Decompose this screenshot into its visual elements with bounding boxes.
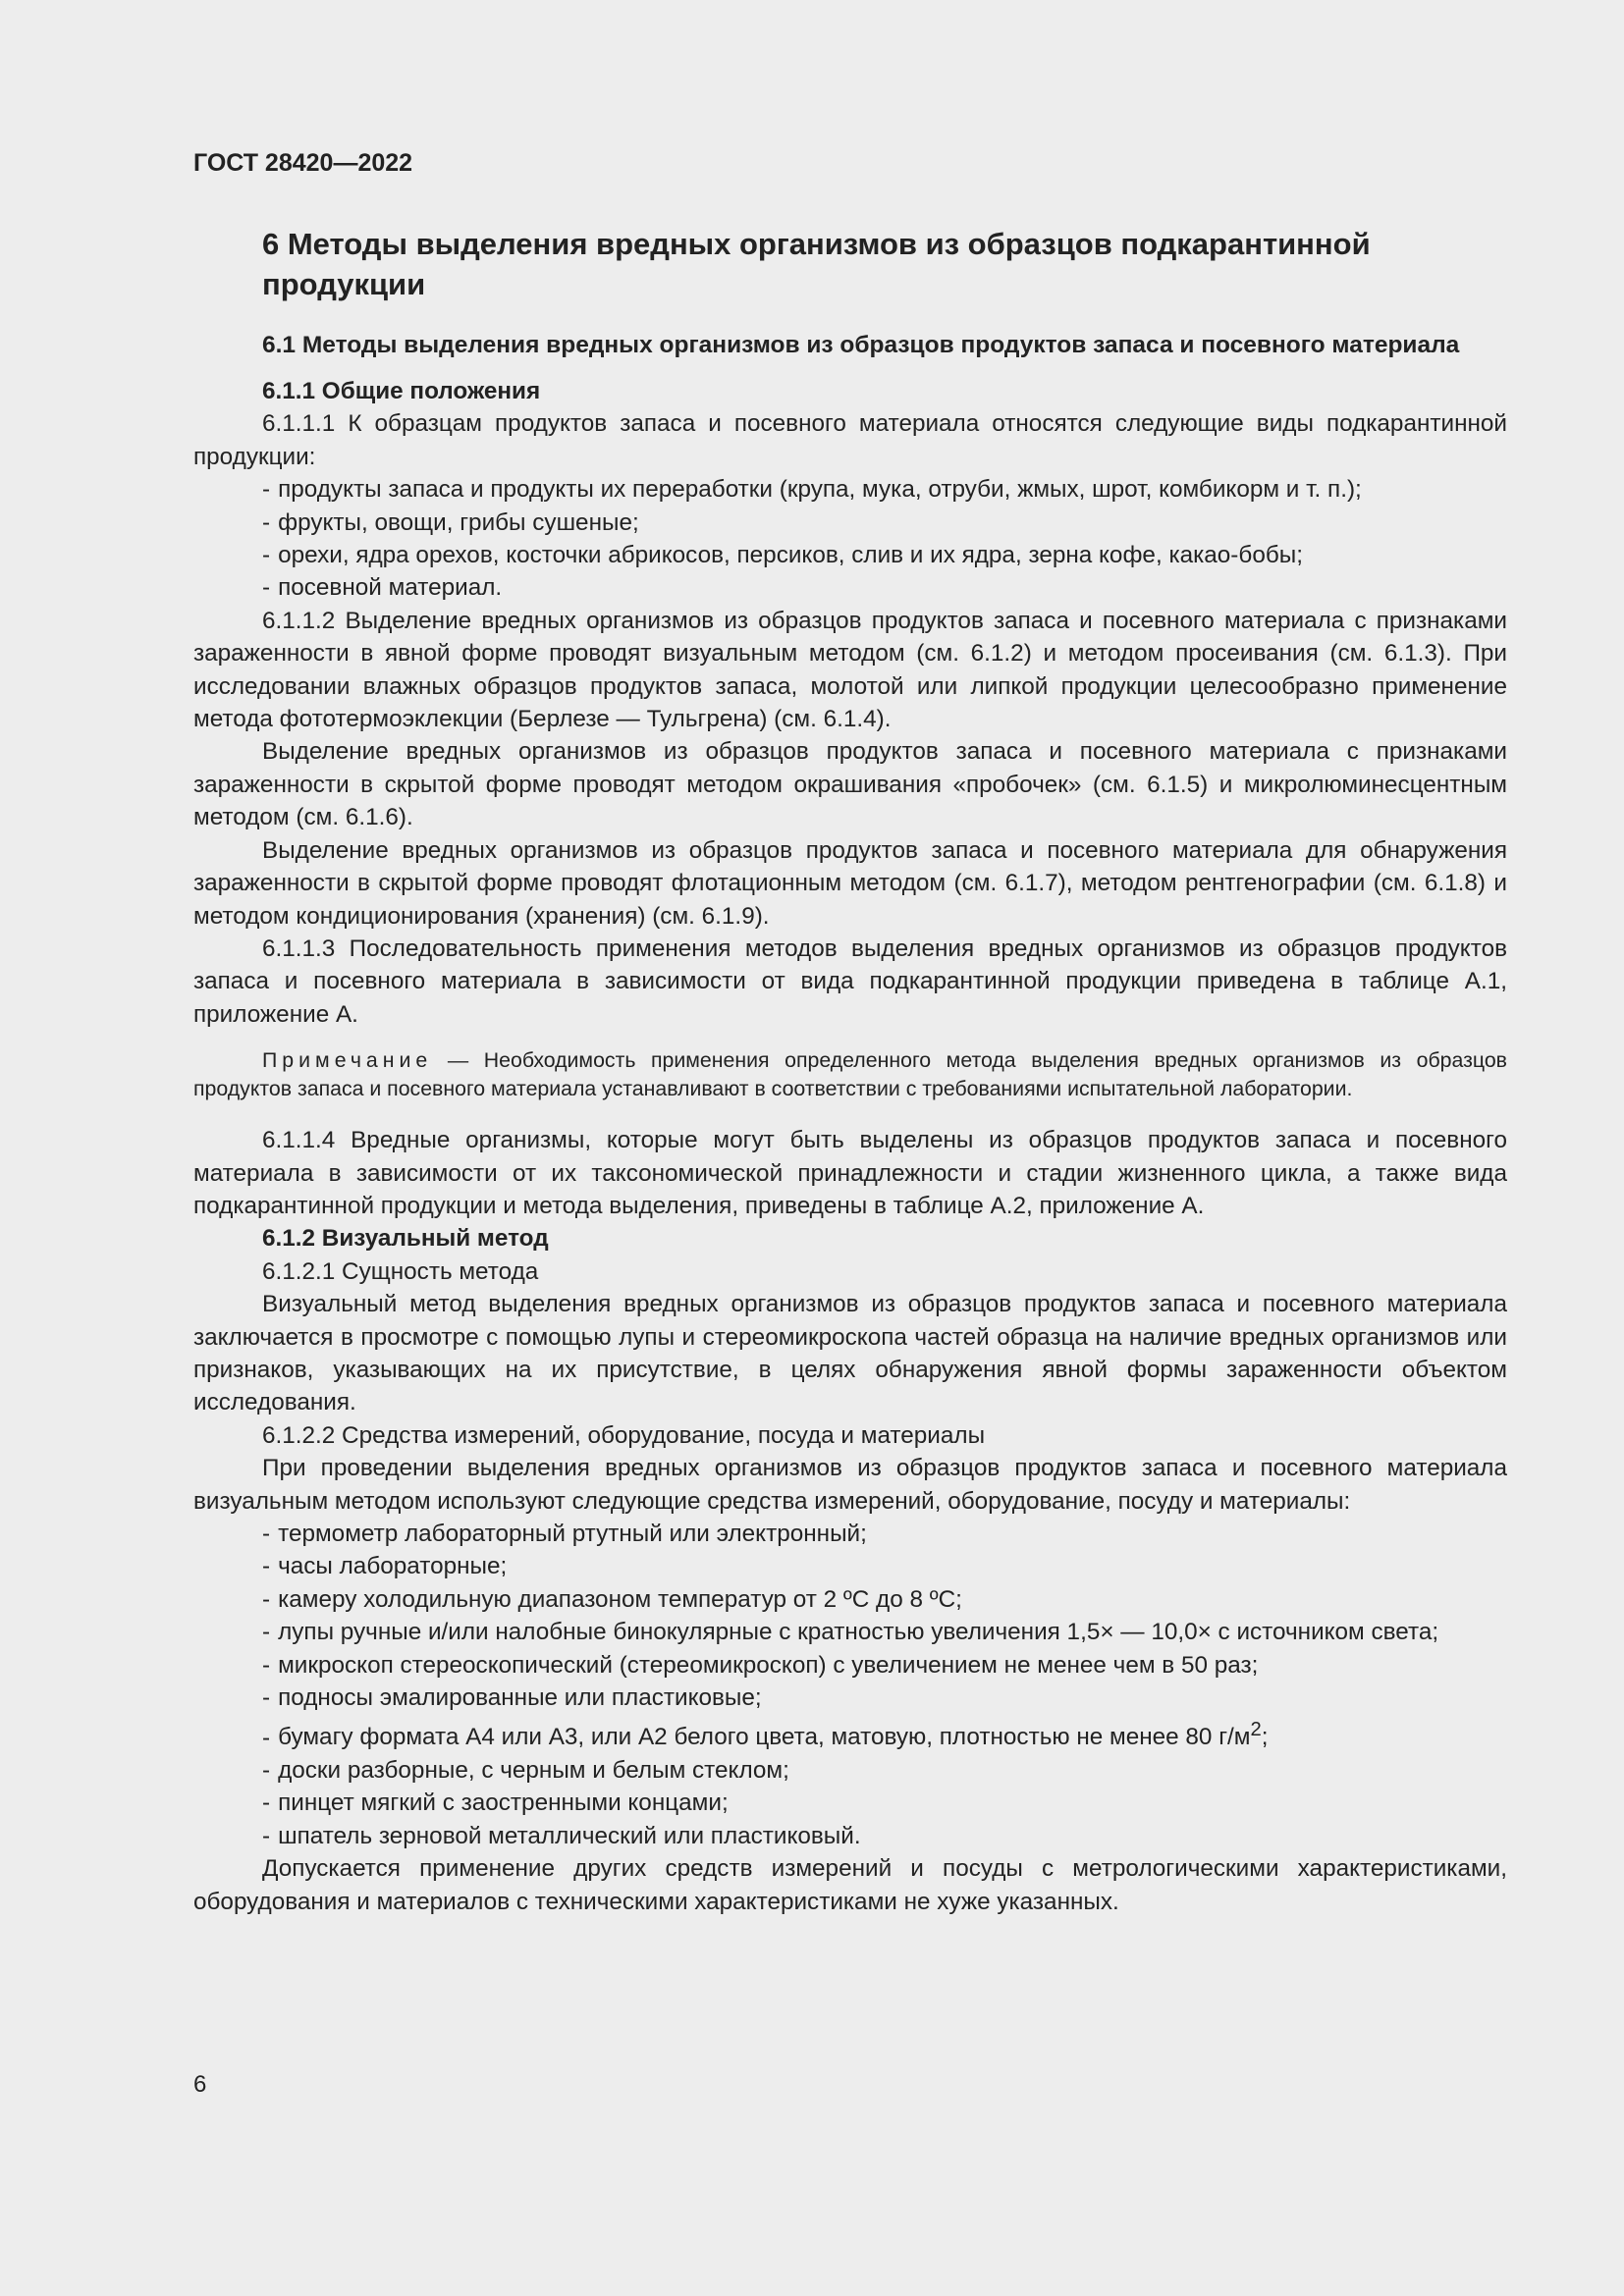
section-6-1-heading: 6.1 Методы выделения вредных организмов из образцов продуктов запаса и посевного материала	[262, 332, 1460, 358]
list-item: - термометр лабораторный ртутный или электронный;	[262, 1521, 867, 1547]
list-item: - лупы ручные и/или налобные бинокулярные с кратностью увеличения 1,5× — 10,0× с источником света;	[262, 1619, 1439, 1646]
list-item: - подносы эмалированные или пластиковые;	[262, 1684, 762, 1712]
paragraph: 6.1.1.2 Выделение вредных организмов из образцов продуктов запаса и посевного материала с признаками зараженности в явной форме проводят визуальным методом (см. 6.1.2) и методом просеивания (см. 6.1.3). При исследовании влажных образцов продуктов запаса, молотой или липкой продукции целесообразно применение метода фототермоэклекции (Берлезе — Тульгрена) (см. 6.1.4).	[193, 607, 1507, 733]
list-item-punctuation: ;	[1261, 1724, 1269, 1751]
list-item-text: термометр лабораторный ртутный или электронный;	[278, 1521, 867, 1547]
paragraph: Выделение вредных организмов из образцов продуктов запаса и посевного материала для обнаружения зараженности в скрытой форме проводят флотационным методом (см. 6.1.7), методом рентгенографии (см. 6.1.8) и методом кондиционирования (хранения) (см. 6.1.9).	[193, 836, 1507, 930]
list-item-text: орехи, ядра орехов, косточки абрикосов, персиков, слив и их ядра, зерна кофе, какао-бобы;	[278, 542, 1303, 569]
document-code: ГОСТ 28420—2022	[193, 149, 413, 177]
note-text: — Необходимость применения определенного метода выделения вредных организмов из образцов продуктов запаса и посевного материала устанавливают в соответствии с требованиями испытательной лаборатории.	[193, 1048, 1507, 1100]
paragraph: При проведении выделения вредных организмов из образцов продуктов запаса и посевного материала визуальным методом используют следующие средства измерений, оборудование, посуду и материалы:	[193, 1455, 1507, 1515]
section-6-1-1-heading: 6.1.1 Общие положения	[262, 378, 541, 404]
list-item: - фрукты, овощи, грибы сушеные;	[262, 508, 639, 536]
list-item: - бумагу формата А4 или А3, или А2 белого цвета, матовую, плотностью не менее 80 $г/м^2$;	[262, 1719, 1269, 1751]
paragraph: Допускается применение других средств измерений и посуды с метрологическими характеристиками, оборудования и материалов с техническими характеристиками не хуже указанных.	[193, 1855, 1507, 1915]
list-item: - часы лабораторные;	[262, 1553, 508, 1580]
paragraph: Выделение вредных организмов из образцов продуктов запаса и посевного материала с признаками зараженности в скрытой форме проводят методом окрашивания «пробочек» (см. 6.1.5) и микролюминесцентным методом (см. 6.1.6).	[193, 738, 1507, 831]
section-6-1-2-heading: 6.1.2 Визуальный метод	[262, 1225, 549, 1253]
list-item-text: фрукты, овощи, грибы сушеные;	[278, 508, 639, 536]
list-item-text: камеру холодильную диапазоном температур от 2 ºС до 8 ºС;	[278, 1585, 962, 1613]
list-item-text: доски разборные, с черным и белым стеклом;	[278, 1756, 789, 1784]
paragraph: 6.1.1.4 Вредные организмы, которые могут быть выделены из образцов продуктов запаса и посевного материала в зависимости от их таксономической принадлежности и стадии жизненного цикла, а также вида подкарантинной продукции и метода выделения, приведены в таблице А.2, приложение А.	[193, 1127, 1507, 1219]
list-item-text: бумагу формата А4 или А3, или А2 белого цвета, матовую, плотностью не менее 80 г/м	[278, 1724, 1251, 1751]
list-item-text: подносы эмалированные или пластиковые;	[278, 1684, 762, 1712]
list-item-text: микроскоп стереоскопический (стереомикроскоп) с увеличением не менее чем в 50 раз;	[278, 1651, 1259, 1679]
list-item-text: пинцет мягкий с заостренными концами;	[278, 1789, 729, 1817]
page-content	[193, 224, 1507, 1918]
paragraph: 6.1.1.1 К образцам продуктов запаса и посевного материала относятся следующие виды подкарантинной продукции:	[193, 410, 1507, 470]
list-item: - орехи, ядра орехов, косточки абрикосов, персиков, слив и их ядра, зерна кофе, какао-бобы;	[262, 542, 1303, 569]
list-item-text: шпатель зерновой металлический или пластиковый.	[278, 1822, 861, 1849]
subsection-title: 6.1.2.1 Сущность метода	[262, 1257, 539, 1285]
list-item: - микроскоп стереоскопический (стереомикроскоп) с увеличением не менее чем в 50 раз;	[262, 1651, 1259, 1679]
superscript: 2	[1250, 1719, 1262, 1741]
list-item: - шпатель зерновой металлический или пластиковый.	[262, 1822, 861, 1849]
list-item-text: часы лабораторные;	[278, 1553, 508, 1580]
paragraph: 6.1.1.3 Последовательность применения методов выделения вредных организмов из образцов продуктов запаса и посевного материала в зависимости от вида подкарантинной продукции приведена в таблице А.1, приложение А.	[193, 934, 1507, 1028]
list-item: - камеру холодильную диапазоном температур от 2 ºС до 8 ºС;	[262, 1585, 962, 1613]
list-item-text: посевной материал.	[278, 574, 503, 602]
section-6-heading: 6 Методы выделения вредных организмов из образцов подкарантинной продукции	[262, 227, 1371, 301]
page-number: 6	[193, 2071, 207, 2098]
list-item: - посевной материал.	[262, 574, 503, 602]
list-item-text: лупы ручные и/или налобные бинокулярные с кратностью увеличения 1,5× — 10,0× с источником света;	[278, 1619, 1439, 1646]
subsection-title: 6.1.2.2 Средства измерений, оборудование, посуда и материалы	[262, 1421, 986, 1449]
list-item: - пинцет мягкий с заостренными концами;	[262, 1789, 729, 1817]
list-item: - доски разборные, с черным и белым стеклом;	[262, 1756, 789, 1784]
list-item-text: продукты запаса и продукты их переработки (крупа, мука, отруби, жмых, шрот, комбикорм и т. п.);	[278, 476, 1362, 504]
paragraph: Визуальный метод выделения вредных организмов из образцов продуктов запаса и посевного материала заключается в просмотре с помощью лупы и стереомикроскопа частей образца на наличие вредных организмов или признаков, указывающих на их присутствие, в целях обнаружения явной формы зараженности объектом исследования.	[193, 1291, 1507, 1416]
list-item: - продукты запаса и продукты их переработки (крупа, мука, отруби, жмых, шрот, комбикорм и т. п.);	[262, 476, 1362, 504]
note	[193, 1046, 1507, 1102]
note-label: Примечание	[262, 1048, 433, 1073]
